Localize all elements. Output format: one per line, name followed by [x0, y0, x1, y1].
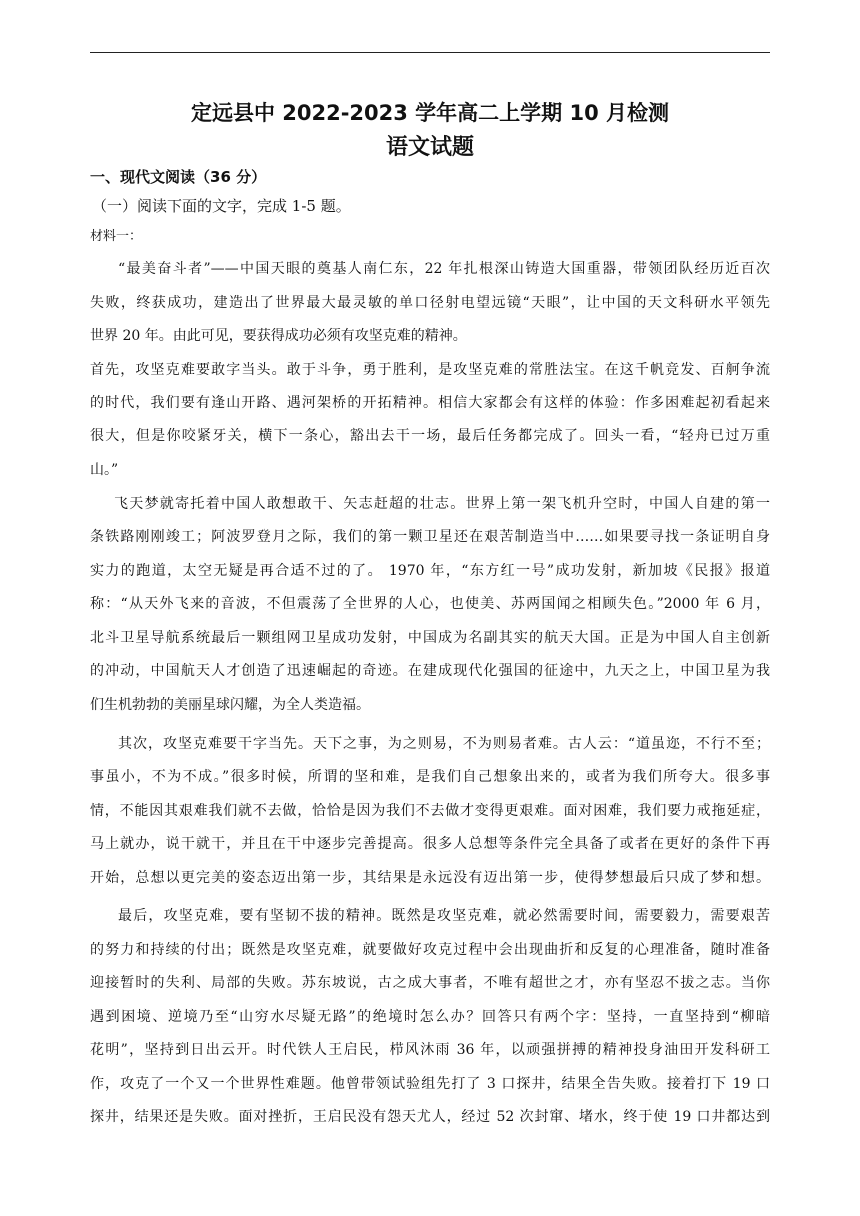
text-line: “最美奋斗者”——中国天眼的奠基人南仁东，22 年扎根深山铸造大国重器，带领团队经历近百次 [118, 261, 770, 277]
text-line: 北斗卫星导航系统最后一颗组网卫星成功发射，中国成为名副其实的航天大国。正是为中国人自主创新 [90, 630, 770, 646]
document-subtitle: 语文试题 [385, 135, 474, 160]
text-line: 的时代，我们要有逢山开路、遇河架桥的开拓精神。相信大家都会有这样的体验：作多困难起初看起来 [90, 395, 770, 411]
document-title: 定远县中 2022-2023 学年高二上学期 10 月检测 [190, 101, 670, 125]
text-line: 的冲动，中国航天人才创造了迅速崛起的奇迹。在建成现代化强国的征途中，九天之上，中国卫星为我 [90, 663, 770, 679]
text-line: 最后，攻坚克难，要有坚韧不拔的精神。既然是攻坚克难，就必然需要时间，需要毅力，需要艰苦 [118, 908, 770, 924]
sub-heading: （一）阅读下面的文字，完成 1-5 题。 [92, 197, 351, 215]
text-line: 花明”，坚持到日出云开。时代铁人王启民，栉风沐雨 36 年，以顽强拼搏的精神投身油田开发科研工 [90, 1042, 770, 1058]
text-line: 世界 20 年。由此可见，要获得成功必须有攻坚克难的精神。 [90, 328, 467, 344]
text-line: 条铁路刚刚竣工；阿波罗登月之际，我们的第一颗卫星还在艰苦制造当中……如果要寻找一条证明自身 [90, 529, 770, 545]
text-line: 开始，总想以更完美的姿态迈出第一步，其结果是永远没有迈出第一步，使得梦想最后只成了梦和想。 [90, 870, 770, 886]
material-label: 材料一： [90, 229, 143, 244]
text-line: 迎接暂时的失利、局部的失败。苏东坡说，古之成大事者，不唯有超世之才，亦有坚忍不拔之志。当你 [90, 975, 770, 991]
text-line: 称：“从天外飞来的音波，不但震荡了全世界的人心，也使美、苏两国闻之相顾失色。”2000 年 6 月， [90, 596, 770, 612]
text-line: 其次，攻坚克难要干字当先。天下之事，为之则易，不为则易者难。古人云：“道虽迩，不行不至； [118, 736, 770, 752]
text-line: 事虽小，不为不成。”很多时候，所谓的坚和难，是我们自己想象出来的，或者为我们所夸大。很多事 [90, 769, 770, 785]
text-line: 马上就办，说干就干，并且在干中逐步完善提高。很多人总想等条件完全具备了或者在更好的条件下再 [90, 836, 770, 852]
text-line: 很大，但是你咬紧牙关，横下一条心，豁出去干一场，最后任务都完成了。回头一看，“轻舟已过万重 [90, 428, 770, 444]
section-heading: 一、现代文阅读（36 分） [90, 168, 267, 186]
text-line: 遇到困境、逆境乃至“山穷水尽疑无路”的绝境时怎么办？回答只有两个字：坚持，一直坚持到“柳暗 [90, 1009, 770, 1025]
text-line: 们生机勃勃的美丽星球闪耀，为全人类造福。 [90, 697, 370, 713]
text-line: 探井，结果还是失败。面对挫折，王启民没有怨天尤人，经过 52 次封窜、堵水，终于使 19 口井都达到 [90, 1109, 770, 1125]
text-line: 的努力和持续的付出；既然是攻坚克难，就要做好攻克过程中会出现曲折和反复的心理准备，随时准备 [90, 942, 770, 958]
text-line: 首先，攻坚克难要敢字当头。敢于斗争，勇于胜利，是攻坚克难的常胜法宝。在这千帆竞发、百舸争流 [90, 362, 770, 378]
header-rule [90, 52, 770, 53]
text-line: 失败，终获成功，建造出了世界最大最灵敏的单口径射电望远镜“天眼”，让中国的天文科研水平领先 [90, 295, 770, 311]
text-line: 飞天梦就寄托着中国人敢想敢干、矢志赶超的壮志。世界上第一架飞机升空时，中国人自建的第一 [114, 496, 770, 512]
text-line: 山。” [90, 462, 119, 478]
text-line: 作，攻克了一个又一个世界性难题。他曾带领试验组先打了 3 口探井，结果全告失败。接着打下 19 口 [90, 1076, 770, 1092]
text-line: 实力的跑道，太空无疑是再合适不过的了。 1970 年，“东方红一号”成功发射，新加坡《民报》报道 [90, 563, 770, 579]
text-line: 情，不能因其艰难我们就不去做，恰恰是因为我们不去做才变得更艰难。面对困难，我们要力戒拖延症， [90, 803, 770, 819]
